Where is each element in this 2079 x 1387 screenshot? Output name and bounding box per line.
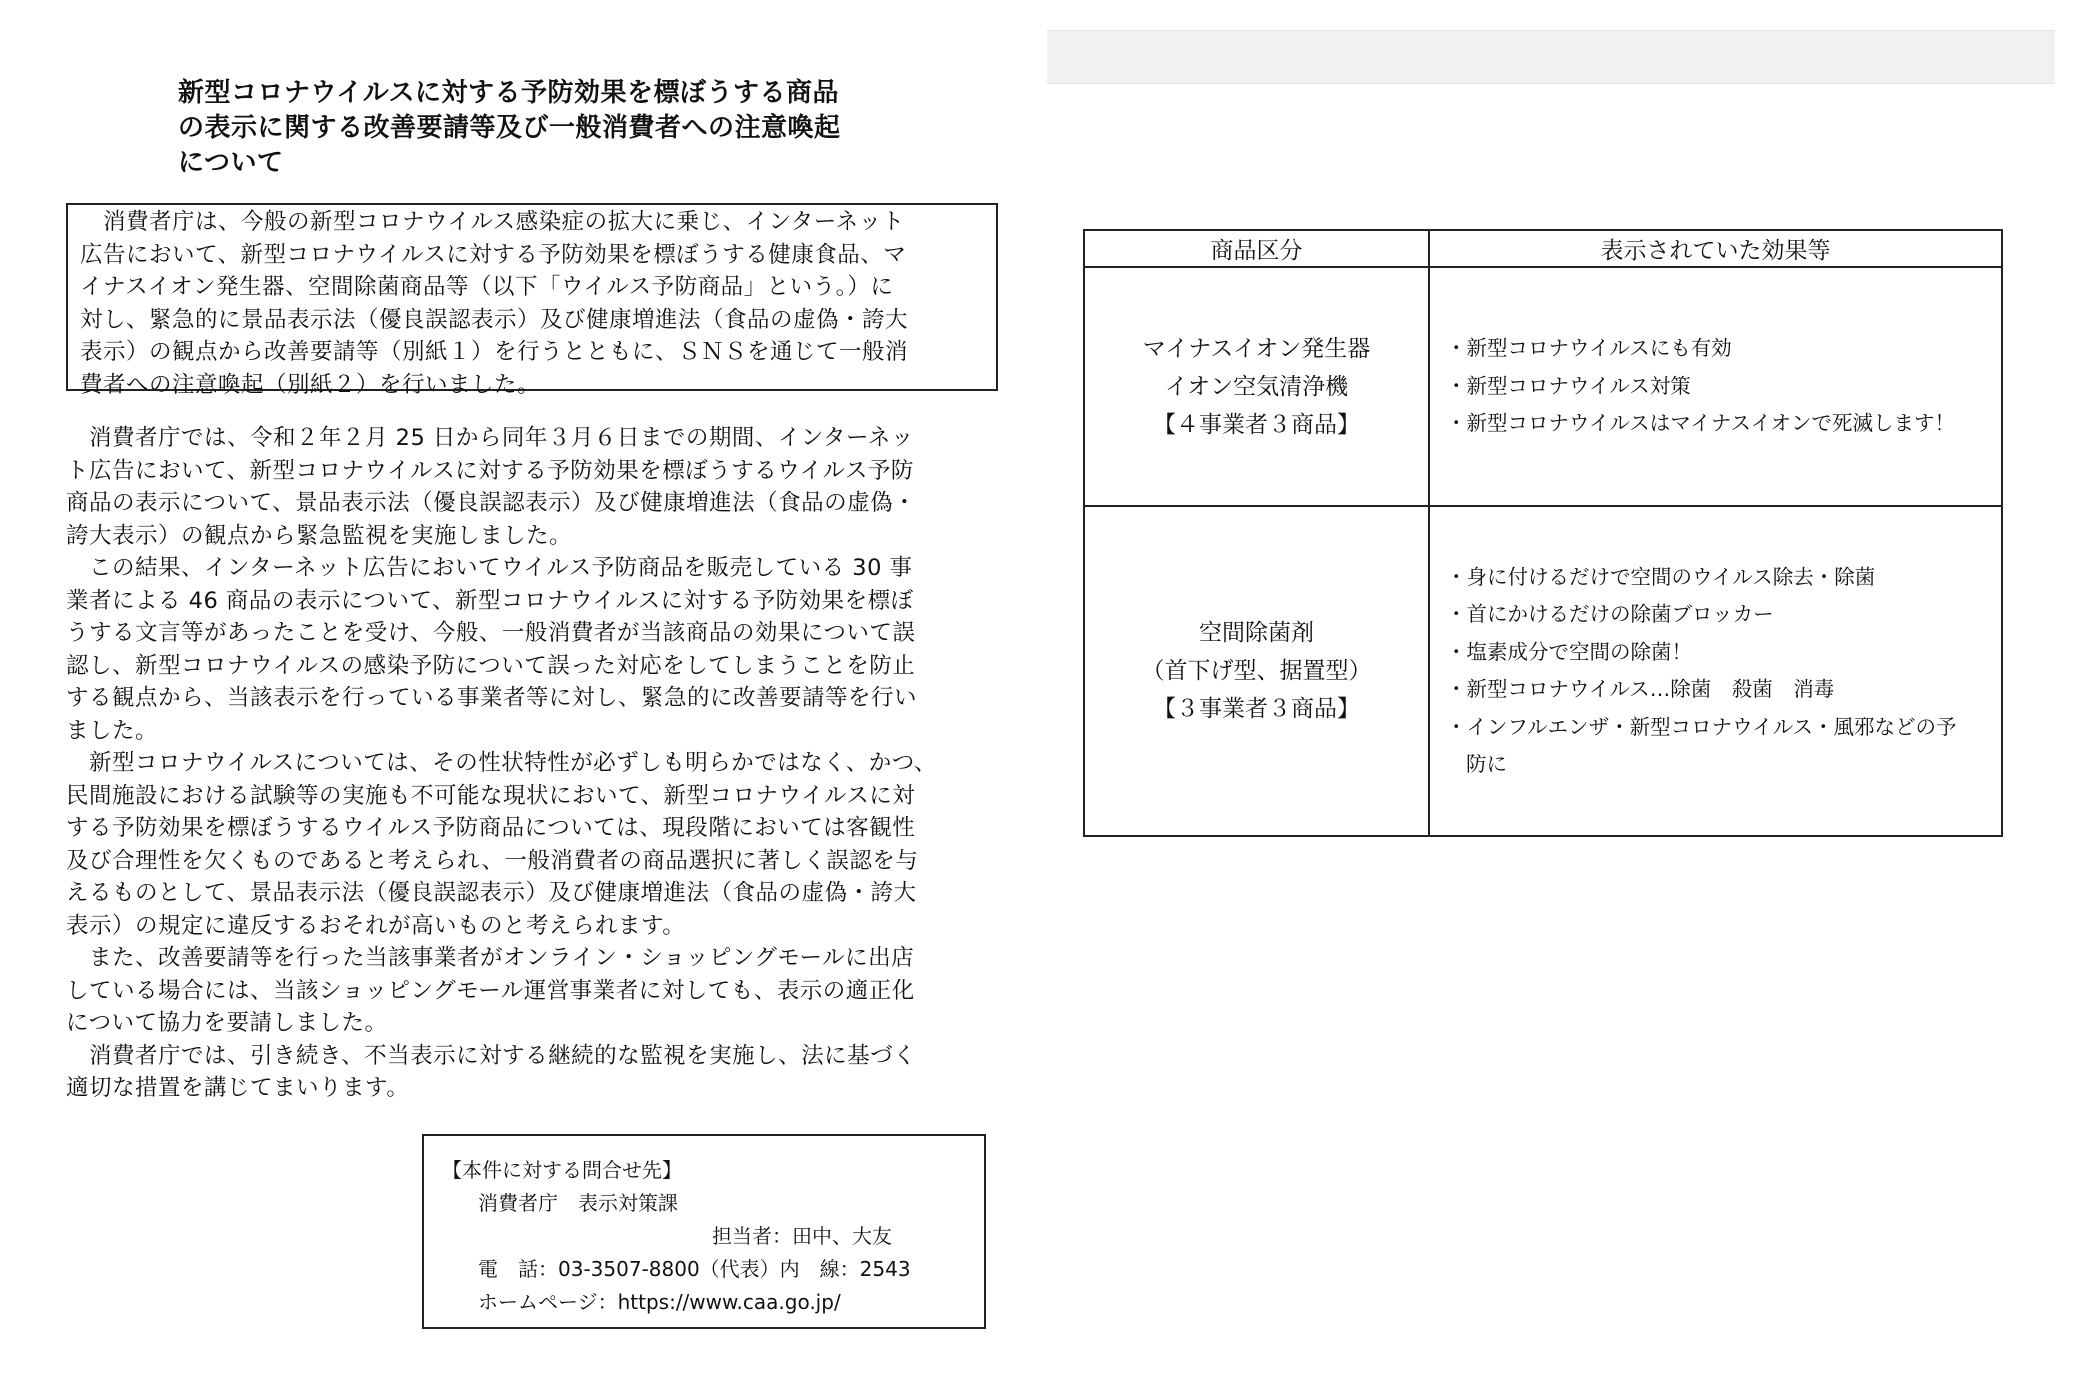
body-line: 及び合理性を欠くものであると考えられ、一般消費者の商品選択に著しく誤認を与 <box>66 847 919 874</box>
body-line: 誇大表示）の観点から緊急監視を実施しました。 <box>66 522 573 549</box>
title-line: について <box>178 148 284 178</box>
summary-line: 消費者庁は、今般の新型コロナウイルス感染症の拡大に乗じ、インターネット <box>80 209 905 235</box>
category-cell <box>1084 506 1429 836</box>
table-header-row <box>1084 230 2002 267</box>
category-line: 空間除菌剤 <box>1199 620 1314 646</box>
body-line: 民間施設における試験等の実施も不可能な現状において、新型コロナウイルスに対 <box>66 782 916 809</box>
body-line: また、改善要請等を行った当該事業者がオンライン・ショッピングモールに出店 <box>66 945 915 971</box>
body-text <box>66 422 1006 1105</box>
contact-heading: 【本件に対する問合せ先】 <box>442 1158 682 1182</box>
category-line: （首下げ型、据置型） <box>1141 658 1372 684</box>
category-line: 【４事業者３商品】 <box>1153 411 1360 438</box>
table-row <box>1084 506 2002 836</box>
body-line: 適切な措置を講じてまいります。 <box>66 1075 410 1101</box>
header-category: 商品区分 <box>1084 230 1429 267</box>
summary-line: イナスイオン発生器、空間除菌商品等（以下「ウイルス予防商品」という。）に <box>80 274 894 300</box>
category-line: イオン空気清浄機 <box>1164 373 1349 400</box>
body-line: 商品の表示について、景品表示法（優良誤認表示）及び健康増進法（食品の虚偽・ <box>66 490 917 516</box>
body-line: ました。 <box>66 717 159 744</box>
effect-item: ・新型コロナウイルス…除菌 殺菌 消毒 <box>1446 677 1835 701</box>
effects-table <box>1083 229 2003 837</box>
effect-item: 防に <box>1466 752 1507 776</box>
contact-person: 担当者：田中、大友 <box>712 1224 892 1248</box>
category-line: 【３事業者３商品】 <box>1153 696 1360 722</box>
contact-homepage[interactable]: ホームページ：https://www.caa.go.jp/ <box>478 1290 841 1314</box>
effect-item: ・身に付けるだけで空間のウイルス除去・除菌 <box>1446 564 1876 589</box>
body-line: ト広告において、新型コロナウイルスに対する予防効果を標ぼうするウイルス予防 <box>66 457 914 484</box>
body-line: している場合には、当該ショッピングモール運営事業者に対しても、表示の適正化 <box>66 977 915 1004</box>
contact-phone: 電 話：03-3507-8800（代表）内 線：2543 <box>478 1257 911 1281</box>
body-line: この結果、インターネット広告においてウイルス予防商品を販売している 30 事 <box>66 555 913 581</box>
effect-item: ・新型コロナウイルスはマイナスイオンで死滅します！ <box>1446 411 1956 436</box>
body-line: うする文言等があったことを受け、今般、一般消費者が当該商品の効果について誤 <box>66 620 916 646</box>
effects-cell <box>1429 267 2002 506</box>
effect-item: ・首にかけるだけの除菌ブロッカー <box>1446 602 1774 626</box>
summary-line: 対し、緊急的に景品表示法（優良誤認表示）及び健康増進法（食品の虚偽・誇大 <box>80 306 909 333</box>
effect-item: ・塩素成分で空間の除菌！ <box>1446 639 1692 664</box>
header-effects: 表示されていた効果等 <box>1429 230 2002 267</box>
title-line: の表示に関する改善要請等及び一般消費者への注意喚起 <box>178 113 841 143</box>
body-line: 新型コロナウイルスについては、その性状特性が必ずしも明らかではなく、かつ、 <box>66 750 937 776</box>
effect-item: ・新型コロナウイルス対策 <box>1446 373 1691 398</box>
category-cell <box>1084 267 1429 506</box>
summary-line: 費者への注意喚起（別紙２）を行いました。 <box>80 371 541 398</box>
document-title <box>178 76 898 181</box>
contact-dept: 消費者庁 表示対策課 <box>478 1191 678 1215</box>
summary-line: 広告において、新型コロナウイルスに対する予防効果を標ぼうする健康食品、マ <box>80 241 907 268</box>
body-line: 消費者庁では、引き続き、不当表示に対する継続的な監視を実施し、法に基づく <box>66 1042 917 1069</box>
category-line: マイナスイオン発生器 <box>1142 335 1371 362</box>
summary-box <box>66 203 998 398</box>
effects-cell <box>1429 506 2002 836</box>
effect-item: ・インフルエンザ・新型コロナウイルス・風邪などの予 <box>1446 714 1957 739</box>
body-line: する観点から、当該表示を行っている事業者等に対し、緊急的に改善要請等を行い <box>66 685 918 711</box>
body-line: 表示）の規定に違反するおそれが高いものと考えられます。 <box>66 912 686 939</box>
contact-box <box>422 1134 986 1329</box>
title-line: 新型コロナウイルスに対する予防効果を標ぼうする商品 <box>178 78 839 108</box>
body-line: えるものとして、景品表示法（優良誤認表示）及び健康増進法（食品の虚偽・誇大 <box>66 880 917 906</box>
body-line: 消費者庁では、令和２年２月 25 日から同年３月６日までの期間、インターネッ <box>66 425 914 451</box>
body-line: する予防効果を標ぼうするウイルス予防商品については、現段階においては客観性 <box>66 815 916 841</box>
effect-item: ・新型コロナウイルスにも有効 <box>1446 336 1732 361</box>
body-line: 認し、新型コロナウイルスの感染予防について誤った対応をしてしまうことを防止 <box>66 652 916 679</box>
body-line: 業者による 46 商品の表示について、新型コロナウイルスに対する予防効果を標ぼ <box>66 587 914 614</box>
summary-line: 表示）の観点から改善要請等（別紙１）を行うとともに、ＳＮＳを通じて一般消 <box>80 339 909 365</box>
body-line: について協力を要請しました。 <box>66 1010 388 1036</box>
table-row <box>1084 267 2002 506</box>
top-bar <box>1047 30 2055 84</box>
